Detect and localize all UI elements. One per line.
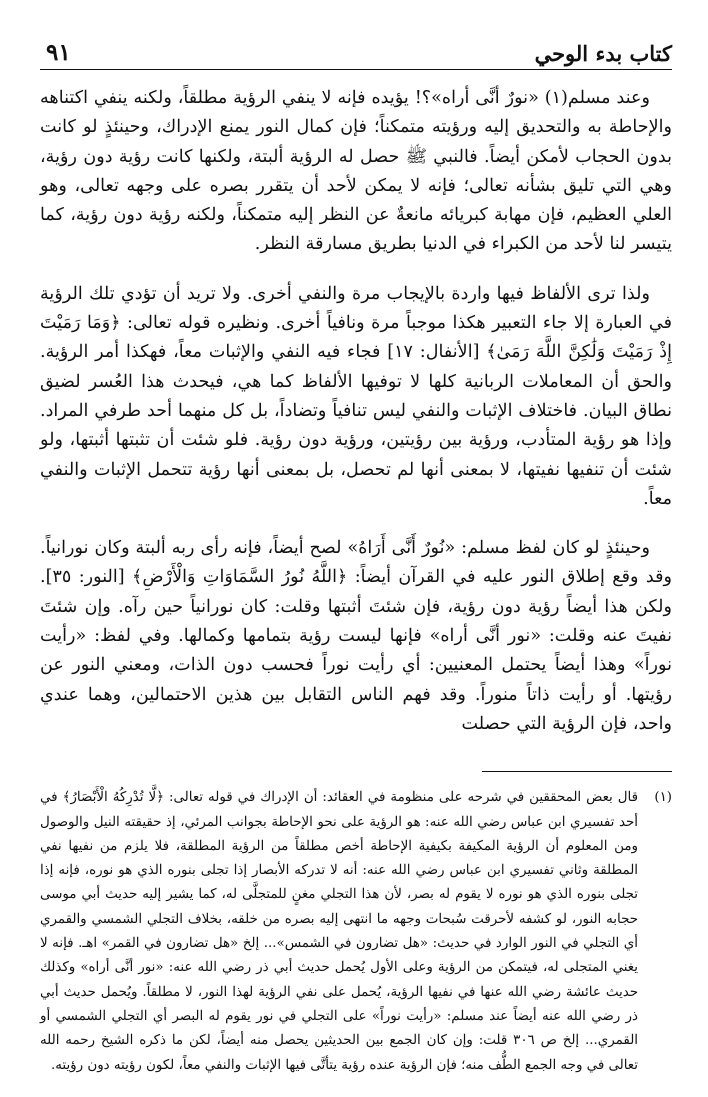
footnote-text: قال بعض المحققين في شرحه على منظومة في العقائد: أن الإدراك في قوله تعالى: ﴿لَّا تُدْرِكُهُ الْأَبْصَارُ﴾ في أحد تفسيري ابن عباس رضي الله عنه: هو الرؤية على نحو الإحاطة بجوانب المرئي، إذ حقيقته النيل والوصول ومن المعلوم أن الرؤية المكيفة بكيفية الإحاطة أخص مطلقاً من الرؤية المطلقة، فلا يلزم من نفيها نفي المطلقة وثاني تفسيري ابن عباس رضي الله عنه: أنه لا تدركه الأبصار إذا تجلى بنوره الذي هو نوره، فإنه إذا تجلى بنوره الذي هو نوره لا يقوم له بصر، لأن هذا التجلي مغنٍ للمتجلَّى له، كما يشير إليه حديث أبي موسى حجابه النور، لو كشفه لأحرقت سُبحات وجهه ما انتهى إليه بصره من خلقه، بخلاف التجلي الشمسي والقمري أي التجلي في النور الوارد في حديث: «هل تضارون في الشمس»... إلخ «هل تضارون في القمر» اهـ. فإنه لا يغني المتجلى له، فيتمكن من الرؤية وعلى الأول يُحمل حديث أبي ذر رضي الله عنه: «نور أنَّى أراه» وكذلك حديث عائشة رضي الله عنها في نفيها الرؤية، يُحمل على نفي الرؤية لهذا النور، لا مطلقاً. ويُحمل حديث أبي ذر رضي الله عنه أيضاً عند مسلم: «رأيت نوراً» على التجلي في نور يقوم له البصر أي التجلي الشمسي أو القمري... إلخ ص ٣٠٦ قلت: وإن كان الجمع بين الحديثين يحصل منه أيضاً، لكن ما ذكره الشيخ رحمه الله تعالى في وجه الجمع الطُّف منه؛ فإن الرؤية عنده رؤية يتأتَّى فيها الإثبات والنفي معاً، لكون رؤيته دون رؤيته. <box>40 790 638 1073</box>
footnote-marker: (١) <box>654 790 672 806</box>
book-page <box>40 30 672 1078</box>
footnote-separator <box>482 771 672 772</box>
running-title: كتاب بدء الوحي <box>534 41 672 66</box>
paragraph-2: ولذا ترى الألفاظ فيها واردة بالإيجاب مرة والنفي أخرى. ولا تريد أن تؤدي تلك الرؤية في العبارة إلا جاء التعبير هكذا موجباً مرة ونافياً أخرى. ونظيره قوله تعالى: ﴿وَمَا رَمَيْتَ إِذْ رَمَيْتَ وَلَٰكِنَّ اللَّهَ رَمَىٰ﴾ [الأنفال: ١٧] فجاء فيه النفي والإثبات معاً، فهكذا أمر الرؤية. والحق أن المعاملات الربانية كلها لا توفيها الألفاظ كما هي، فيحدث هذا العُسر لضيق نطاق البيان. فاختلاف الإثبات والنفي ليس تنافياً وتضاداً، بل كل منهما أحد طرفي المراد. وإذا هو رؤية المتأدب، ورؤية بين رؤيتين، ورؤية دون رؤية. فلو شئت أن تثبتها أثبتها، ولو شئت أن تنفيها نفيتها، لا بمعنى أنها لم تحصل، بل بمعنى أنها رؤية تتحمل الإثبات والنفي معاً. <box>40 283 672 509</box>
paragraph-1: وعند مسلم(١) «نورٌ أنَّى أراه»؟! يؤيده فإنه لا ينفي الرؤية مطلقاً، ولكنه ينفي اكتناهه والإحاطة به والتحديق إليه ورؤيته متمكناً؛ فإن كمال النور يمنع الإدراك، وحينئذٍ لو كانت بدون الحجاب لأمكن أيضاً. فالنبي ﷺ حصل له الرؤية ألبتة، ولكنها كانت رؤية دون رؤية، وهي التي تليق بشأنه تعالى؛ فإنه لا يمكن لأحد أن يتقرر بصره على وجهه تعالى، وهو العلي العظيم، فإن مهابة كبريائه مانعةٌ عن النظر إليه متمكناً، ولكنه رؤية دون رؤية، كما يتيسر لنا لأحد من الكبراء في الدنيا بطريق مسارقة النظر. <box>40 88 672 255</box>
page-number: ٩١ <box>46 39 71 66</box>
main-text <box>40 84 672 739</box>
page-header <box>40 30 672 70</box>
paragraph-3: وحينئذٍ لو كان لفظ مسلم: «نُورٌ أَنَّى أَرَاهُ» لصح أيضاً، فإنه رأى ربه ألبتة وكان نورانياً. وقد وقع إطلاق النور عليه في القرآن أيضاً: ﴿اللَّهُ نُورُ السَّمَاوَاتِ وَالْأَرْضِ﴾ [النور: ٣٥]. ولكن هذا أيضاً رؤية دون رؤية، فإن شئتَ أثبتها وقلت: كان نورانياً حين رآه. وإن شئتَ نفيتَ عنه وقلت: «نور أنَّى أراه» فإنها ليست رؤية بتمامها وكمالها. وفي لفظ: «رأيت نوراً» وهذا أيضاً يحتمل المعنيين: أي رأيت نوراً فحسب دون الذات، ومعني النور عن رؤيتها. أو رأيت ذاتاً منوراً. وقد فهم الناس التقابل بين هذين الاحتمالين، وهما عندي واحد، فإن الرؤية التي حصلت <box>40 538 672 734</box>
footnote <box>40 786 672 1078</box>
